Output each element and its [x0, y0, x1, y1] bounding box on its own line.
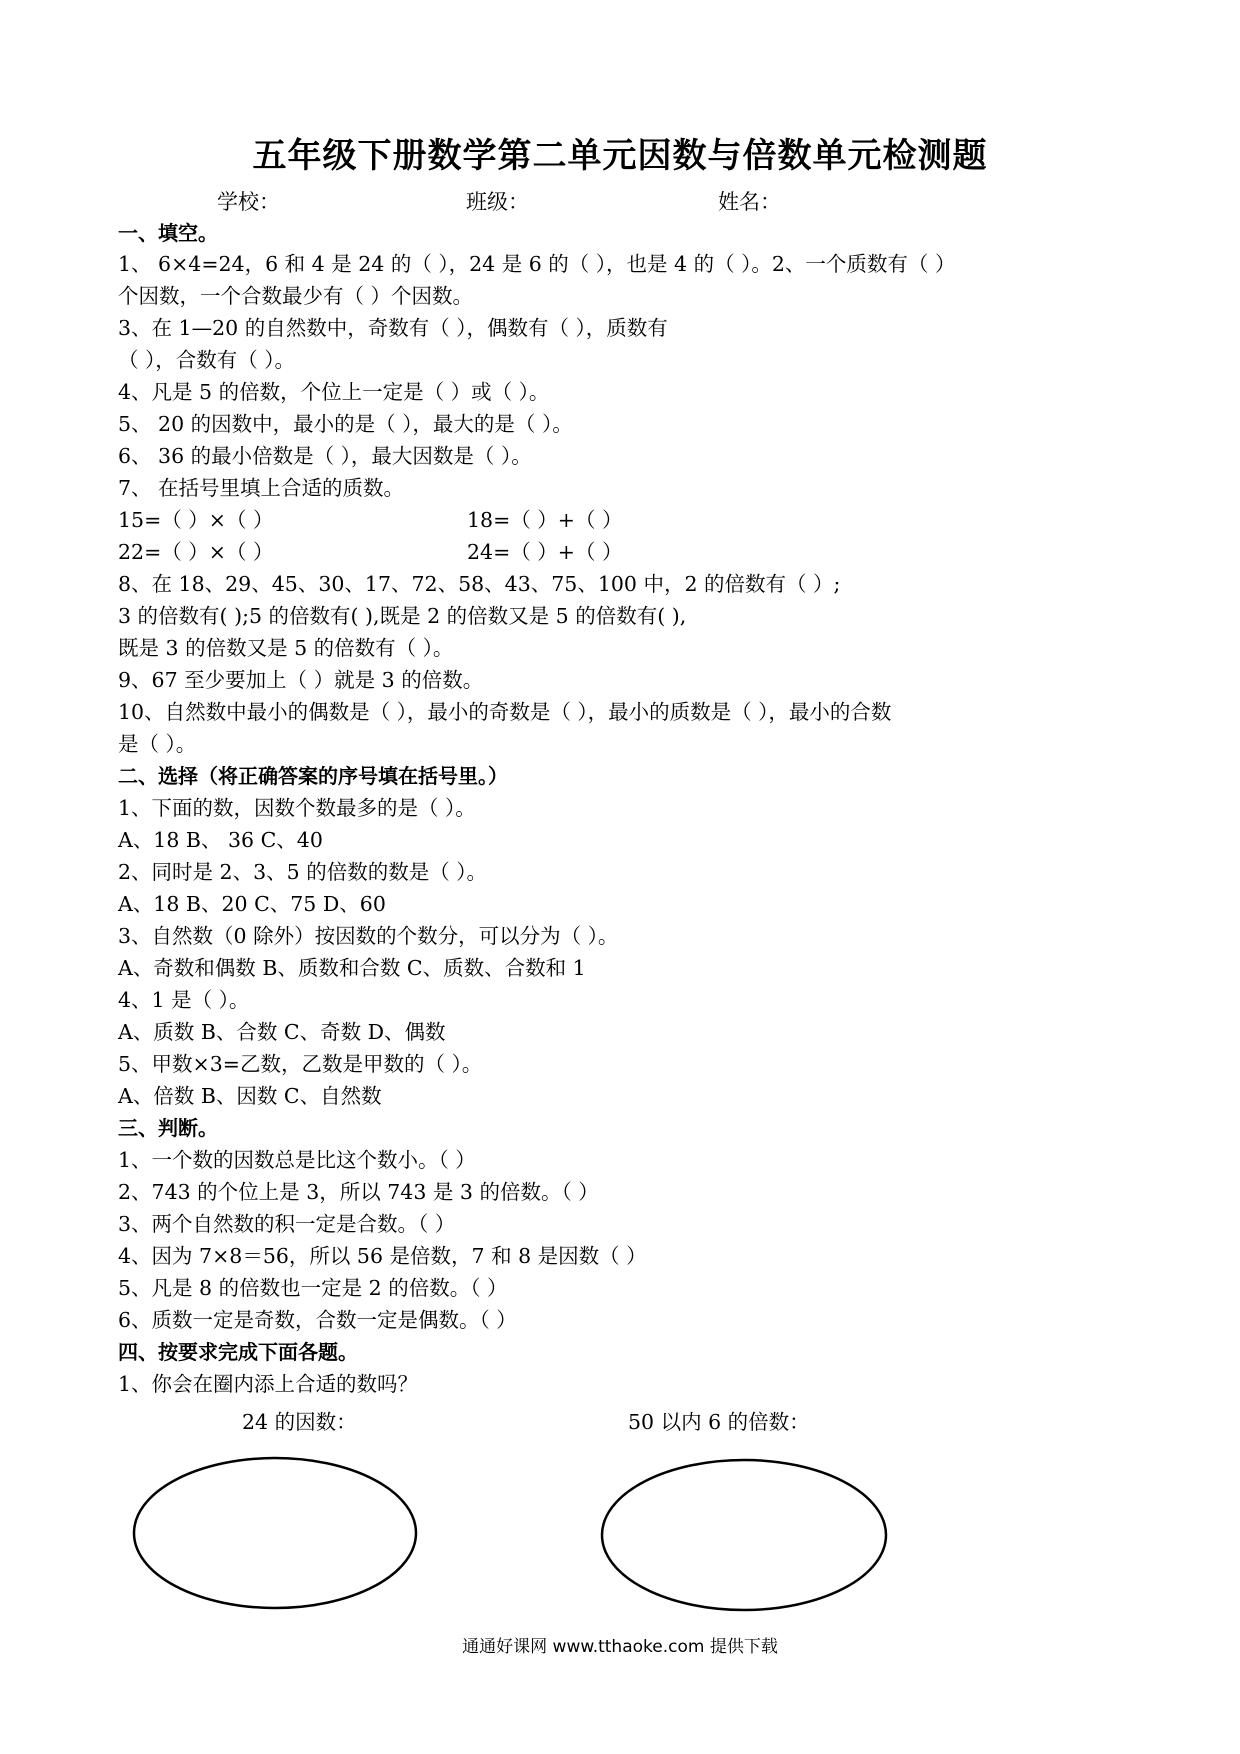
school-label: 学校：: [217, 190, 280, 214]
question-line: 3 的倍数有( );5 的倍数有( ),既是 2 的倍数又是 5 的倍数有( ),: [118, 604, 687, 628]
question-line: 4、凡是 5 的倍数，个位上一定是（ ）或（ ）。: [118, 380, 550, 404]
question-line: 1、下面的数，因数个数最多的是（ ）。: [118, 796, 476, 820]
question-line: 1、一个数的因数总是比这个数小。（ ）: [118, 1148, 476, 1172]
class-label: 班级：: [466, 190, 529, 214]
equation-24: 24=（ ）+（ ）: [467, 540, 623, 564]
question-line: 6、 36 的最小倍数是（ ），最大因数是（ ）。: [118, 444, 532, 468]
question-line: 个因数，一个合数最少有（ ）个因数。: [118, 284, 474, 308]
footer-credit: 通通好课网 www.tthaoke.com 提供下载: [462, 1637, 778, 1657]
option-line: A、18 B、20 C、75 D、60: [118, 892, 386, 916]
multiples-oval[interactable]: [598, 1455, 890, 1615]
equation-15: 15=（ ）×（ ）: [118, 508, 274, 532]
question-line: 3、在 1—20 的自然数中，奇数有（ ），偶数有（ ），质数有: [118, 316, 668, 340]
question-line: 5、 20 的因数中，最小的是（ ），最大的是（ ）。: [118, 412, 573, 436]
question-line: 8、在 18、29、45、30、17、72、58、43、75、100 中，2 的倍数有（ ）;: [118, 572, 841, 596]
option-line: A、质数 B、合数 C、奇数 D、偶数: [118, 1020, 446, 1044]
question-line: 5、甲数×3=乙数，乙数是甲数的（ ）。: [118, 1052, 483, 1076]
equation-22: 22=（ ）×（ ）: [118, 540, 274, 564]
option-line: A、倍数 B、因数 C、自然数: [118, 1084, 382, 1108]
question-line: 2、同时是 2、3、5 的倍数的数是（ ）。: [118, 860, 487, 884]
factors-oval[interactable]: [130, 1453, 420, 1613]
question-line: 4、因为 7×8＝56，所以 56 是倍数，7 和 8 是因数（ ）: [118, 1244, 647, 1268]
page-title: 五年级下册数学第二单元因数与倍数单元检测题: [252, 136, 988, 176]
question-line: 既是 3 的倍数又是 5 的倍数有（ ）。: [118, 636, 454, 660]
section-heading-tasks: 四、按要求完成下面各题。: [118, 1340, 358, 1364]
option-line: A、奇数和偶数 B、质数和合数 C、质数、合数和 1: [118, 956, 586, 980]
question-line: 7、 在括号里填上合适的质数。: [118, 476, 405, 500]
question-line: 5、凡是 8 的倍数也一定是 2 的倍数。（ ）: [118, 1276, 508, 1300]
question-line: 2、743 的个位上是 3，所以 743 是 3 的倍数。（ ）: [118, 1180, 599, 1204]
section-heading-choice: 二、选择（将正确答案的序号填在括号里。）: [118, 764, 508, 788]
equation-18: 18=（ ）+（ ）: [467, 508, 623, 532]
question-line: 10、自然数中最小的偶数是（ ），最小的奇数是（ ），最小的质数是（ ），最小的合数: [118, 700, 892, 724]
name-label: 姓名：: [718, 190, 781, 214]
question-line: 是（ ）。: [118, 732, 197, 756]
question-line: （ ），合数有（ ）。: [118, 348, 296, 372]
multiples-of-6-label: 50 以内 6 的倍数：: [628, 1410, 810, 1434]
question-line: 9、67 至少要加上（ ）就是 3 的倍数。: [118, 668, 484, 692]
question-line: 1、你会在圈内添上合适的数吗？: [118, 1372, 419, 1396]
question-line: 1、 6×4=24，6 和 4 是 24 的（ ），24 是 6 的（ ），也是 4 的（ ）。2、一个质数有（ ）: [118, 252, 956, 276]
question-line: 3、自然数（0 除外）按因数的个数分，可以分为（ ）。: [118, 924, 619, 948]
question-line: 4、1 是（ ）。: [118, 988, 250, 1012]
section-heading-fill: 一、填空。: [118, 221, 218, 245]
question-line: 6、质数一定是奇数，合数一定是偶数。（ ）: [118, 1308, 517, 1332]
option-line: A、18 B、 36 C、40: [118, 828, 323, 852]
factors-of-24-label: 24 的因数：: [242, 1410, 357, 1434]
section-heading-judge: 三、判断。: [118, 1116, 218, 1140]
question-line: 3、两个自然数的积一定是合数。（ ）: [118, 1212, 456, 1236]
